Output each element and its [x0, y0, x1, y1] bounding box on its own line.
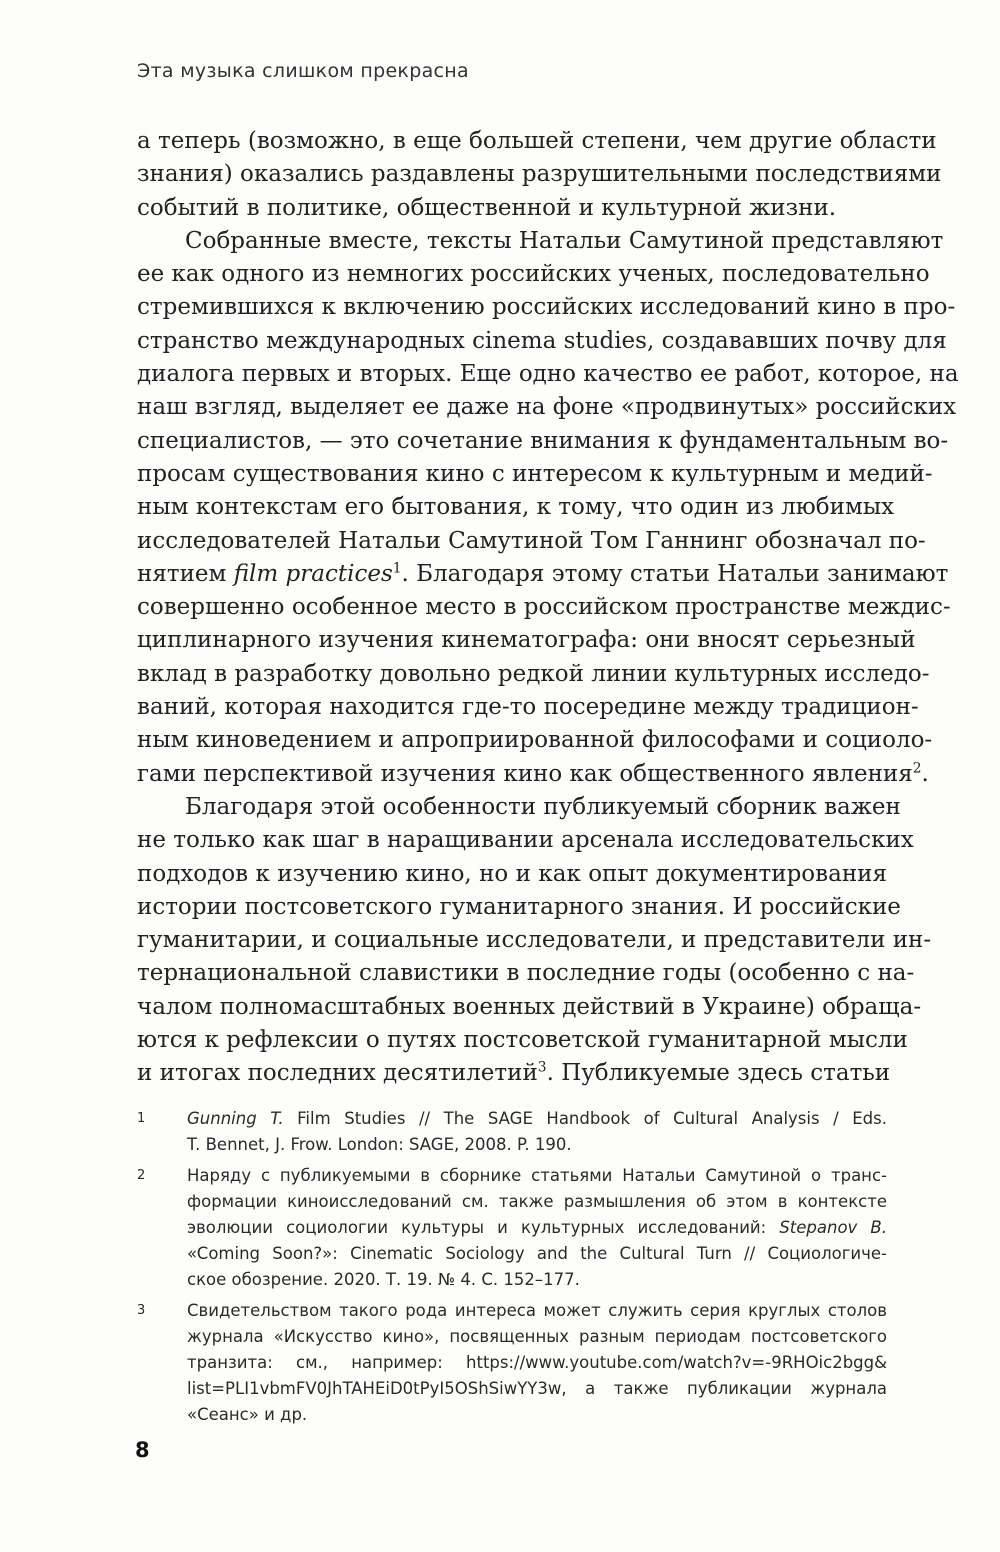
text-line: странство международных cinema studies, создававших почву для [137, 327, 947, 354]
footnote [137, 1106, 887, 1158]
text-run: . Благодаря этому статьи Натальи занимают [401, 560, 949, 587]
footnotes [137, 1106, 887, 1433]
footnote-line [187, 1215, 887, 1241]
text-line: совершенно особенное место в российском пространстве междис- [137, 594, 951, 621]
footnote-line: «Coming Soon?»: Cinematic Sociology and the Cultural Turn // Социологиче- [187, 1244, 887, 1263]
page-number: 8 [135, 1438, 150, 1462]
footnote-text [187, 1106, 887, 1158]
text-line: Благодаря этой особенности публикуемый сборник важен [185, 793, 901, 820]
text-line: исследователей Натальи Самутиной Том Ганнинг обозначал по- [137, 527, 926, 554]
text-line: чалом полномасштабных военных действий в Украине) обраща- [137, 993, 922, 1020]
footnote-text [187, 1163, 887, 1293]
footnote-line: Свидетельством такого рода интереса может служить серия круглых столов [187, 1301, 887, 1320]
text-line [137, 1057, 891, 1090]
text-line [137, 558, 949, 591]
text-line: наш взгляд, выделяет ее даже на фоне «продвинутых» российских [137, 394, 957, 421]
text-run: гами перспективой изучения кино как общественного явления [137, 760, 913, 787]
footnote-line: формации киноисследований см. также размышления об этом в контексте [187, 1192, 887, 1211]
footnote-line: ское обозрение. 2020. Т. 19. № 4. С. 152–177. [187, 1270, 580, 1289]
text-line: подходов к изучению кино, но и как опыт документирования [137, 860, 887, 887]
text-run: . [921, 760, 929, 787]
text-line [137, 758, 929, 791]
text-line: гуманитарии, и социальные исследователи, и представители ин- [137, 927, 932, 954]
footnote-number: 2 [137, 1168, 146, 1183]
footnote-line: транзита: см., например: https://www.youtube.com/watch?v=-9RHOic2bgg& [187, 1353, 887, 1372]
footnote-ref: 2 [912, 759, 922, 776]
text-line: ваний, которая находится где-то посередине между традицион- [137, 694, 919, 721]
footnote-line [187, 1106, 887, 1132]
text-line: ным киноведением и апроприированной философами и социоло- [137, 727, 933, 754]
footnote [137, 1163, 887, 1293]
text-run: . Публикуемые здесь статьи [546, 1060, 891, 1087]
author-name: Gunning T. [187, 1109, 284, 1128]
text-line: стремившихся к включению российских исследований кино в про- [137, 294, 956, 321]
text-line: истории постсоветского гуманитарного знания. И российские [137, 893, 901, 920]
paragraph [137, 225, 959, 791]
text-line: диалога первых и вторых. Еще одно качество ее работ, которое, на [137, 361, 959, 388]
footnote-ref: 1 [392, 560, 402, 577]
text-line: Собранные вместе, тексты Натальи Самутиной представляют [185, 227, 944, 254]
text-line: специалистов, — это сочетание внимания к фундаментальным во- [137, 427, 949, 454]
text-line: просам существования кино с интересом к культурным и медий- [137, 460, 933, 487]
footnote-number: 3 [137, 1303, 146, 1318]
footnote-number: 1 [137, 1111, 146, 1126]
paragraph [137, 791, 932, 1091]
author-name: Stepanov B. [779, 1218, 887, 1237]
footnote-line: list=PLI1vbmFV0JhTAHEiD0tPyI5OShSiwYY3w, а также публикации журнала [187, 1379, 887, 1398]
footnote-ref: 3 [537, 1059, 547, 1076]
text-run: нятием [137, 560, 234, 587]
italic-term: film practices [233, 560, 393, 587]
running-head: Эта музыка слишком прекрасна [137, 60, 469, 82]
text-line: не только как шаг в наращивании арсенала исследовательских [137, 827, 914, 854]
paragraph [137, 125, 942, 225]
text-line: знания) оказались раздавлены разрушительными последствиями [137, 161, 942, 188]
footnote-line: журнала «Искусство кино», посвященных разным периодам постсоветского [187, 1327, 887, 1346]
text-line: вклад в разработку довольно редкой линии культурных исследо- [137, 660, 930, 687]
footnote-line: «Сеанс» и др. [187, 1405, 308, 1424]
text-line: тернациональной славистики в последние годы (особенно с на- [137, 960, 915, 987]
body-text [137, 125, 959, 1091]
footnote-text [187, 1298, 887, 1428]
text-line: ее как одного из немногих российских ученых, последовательно [137, 261, 930, 288]
text-run: эволюции социологии культуры и культурных исследований: [187, 1218, 780, 1237]
footnote [137, 1298, 887, 1428]
text-line: ным контекстам его бытования, к тому, что один из любимых [137, 494, 895, 521]
text-line: циплинарного изучения кинематографа: они вносят серьезный [137, 627, 916, 654]
text-line: событий в политике, общественной и культурной жизни. [137, 194, 837, 221]
text-line: ются к рефлексии о путях постсоветской гуманитарной мысли [137, 1027, 908, 1054]
text-run: Film Studies // The SAGE Handbook of Cultural Analysis / Eds. [283, 1109, 887, 1128]
text-line: а теперь (возможно, в еще большей степени, чем другие области [137, 128, 937, 154]
footnote-line: Наряду с публикуемыми в сборнике статьями Натальи Самутиной о транс- [187, 1166, 887, 1185]
text-run: и итогах последних десятилетий [137, 1060, 538, 1087]
footnote-line: T. Bennet, J. Frow. London: SAGE, 2008. P. 190. [187, 1135, 572, 1154]
